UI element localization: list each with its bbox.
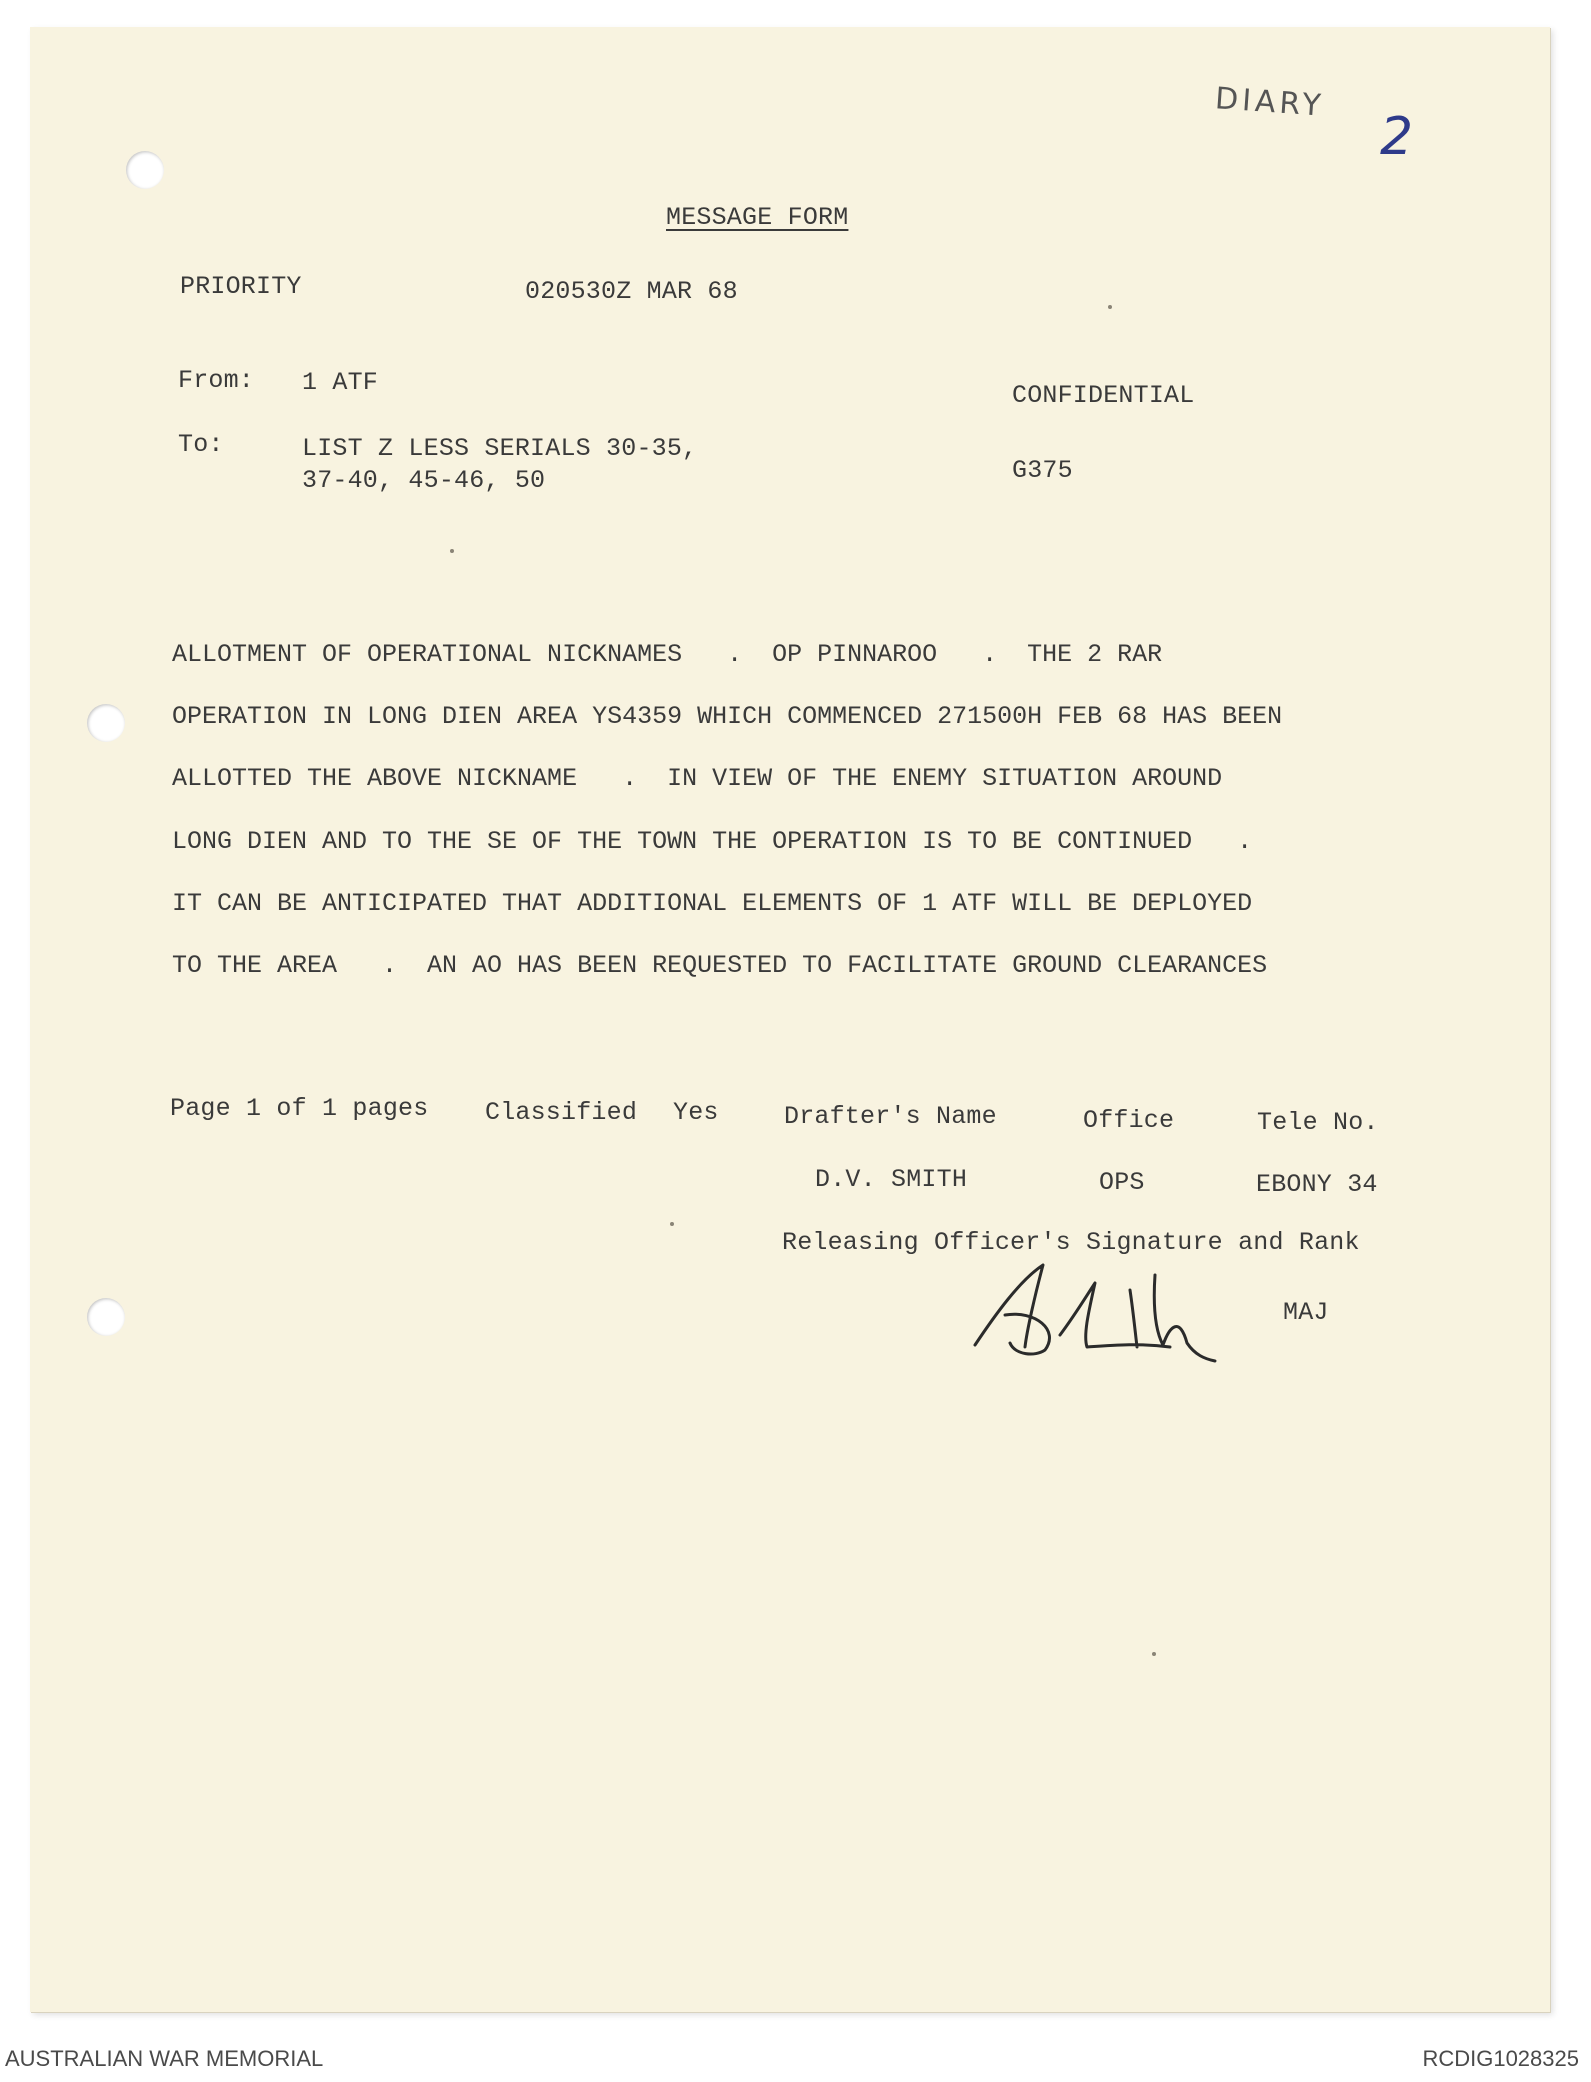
reference-number: G375 [1012,456,1073,485]
form-title: MESSAGE FORM [666,203,849,232]
drafter-label: Drafter's Name [784,1102,997,1131]
to-value-line-1: LIST Z LESS SERIALS 30-35, [302,434,698,463]
classification: CONFIDENTIAL [1012,381,1195,410]
body-line: OPERATION IN LONG DIEN AREA YS4359 WHICH COMMENCED 271500H FEB 68 HAS BEEN [172,702,1283,731]
page-info: Page 1 of 1 pages [170,1094,429,1123]
releasing-officer-rank: MAJ [1283,1298,1329,1327]
classified-value: Yes [673,1098,719,1127]
diary-annotation: DIARY [1213,81,1326,124]
body-line: IT CAN BE ANTICIPATED THAT ADDITIONAL ELEMENTS OF 1 ATF WILL BE DEPLOYED [172,889,1253,918]
tele-label: Tele No. [1257,1108,1379,1137]
to-label: To: [178,430,224,459]
speck [450,549,454,553]
from-label: From: [178,366,255,395]
body-line: TO THE AREA . AN AO HAS BEEN REQUESTED TO FACILITATE GROUND CLEARANCES [172,951,1268,980]
body-line: ALLOTMENT OF OPERATIONAL NICKNAMES . OP PINNAROO . THE 2 RAR [172,640,1163,669]
office-value: OPS [1099,1168,1145,1197]
punch-hole-top [126,151,164,189]
precedence: PRIORITY [180,272,302,301]
body-line: ALLOTTED THE ABOVE NICKNAME . IN VIEW OF THE ENEMY SITUATION AROUND [172,764,1223,793]
date-time-group: 020530Z MAR 68 [525,277,738,306]
body-line: LONG DIEN AND TO THE SE OF THE TOWN THE OPERATION IS TO BE CONTINUED . [172,827,1253,856]
archive-source: AUSTRALIAN WAR MEMORIAL [5,2046,324,2071]
drafter-value: D.V. SMITH [815,1165,968,1194]
punch-hole-middle [87,704,125,742]
speck [1108,305,1112,309]
tele-value: EBONY 34 [1256,1170,1378,1199]
office-label: Office [1083,1106,1175,1135]
speck [670,1222,674,1226]
archive-id: RCDIG1028325 [1422,2046,1579,2071]
page-number-annotation: 2 [1380,107,1414,167]
speck [1152,1652,1156,1656]
punch-hole-bottom [87,1298,125,1336]
releasing-officer-label: Releasing Officer's Signature and Rank [782,1228,1360,1257]
to-value-line-2: 37-40, 45-46, 50 [302,466,546,495]
from-value: 1 ATF [302,368,379,397]
document-page [30,27,1550,2012]
handwritten-signature [965,1255,1225,1365]
classified-label: Classified [485,1098,638,1127]
